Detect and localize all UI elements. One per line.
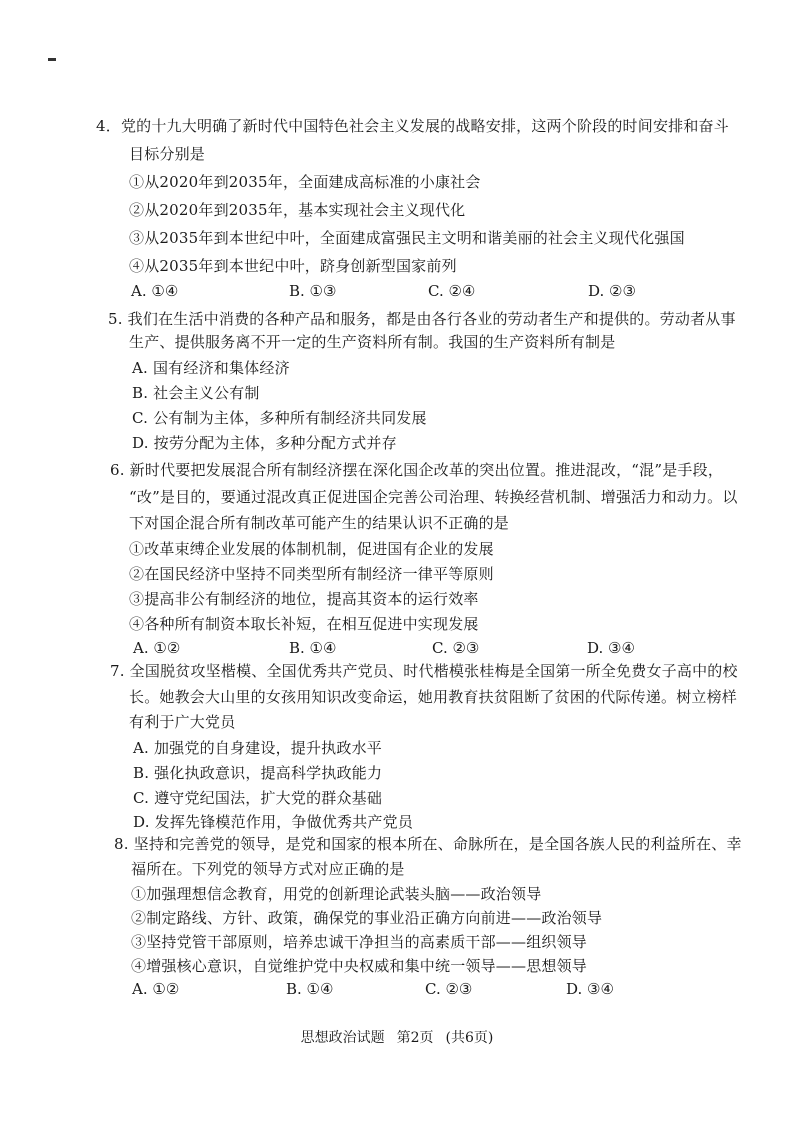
- question-4-stem-line-2: 目标分别是: [129, 145, 206, 163]
- question-7-stem-line-2: 长。她教会大山里的女孩用知识改变命运，她用教育扶贫阻断了贫困的代际传递。树立榜样: [129, 688, 738, 706]
- question-4-item-1: ①从2020年到2035年，全面建成高标准的小康社会: [129, 173, 481, 191]
- question-5-stem-line-2: 生产、提供服务离不开一定的生产资料所有制。我国的生产资料所有制是: [129, 333, 616, 351]
- option-c: C. ②③: [432, 639, 480, 657]
- option-d: D. ②③: [588, 282, 636, 300]
- question-7-option-a: A. 加强党的自身建设，提升执政水平: [133, 739, 382, 757]
- question-5-option-a: A. 国有经济和集体经济: [132, 359, 290, 377]
- page-footer: [0, 1028, 794, 1048]
- question-7-option-b: B. 强化执政意识，提高科学执政能力: [133, 764, 383, 782]
- option-d: D. ③④: [587, 639, 635, 657]
- question-5-option-d: D. 按劳分配为主体，多种分配方式并存: [132, 434, 397, 452]
- option-b: B. ①④: [289, 639, 337, 657]
- question-4-stem-line-1: 4．党的十九大明确了新时代中国特色社会主义发展的战略安排，这两个阶段的时间安排和奋斗: [96, 117, 729, 135]
- footer-page-number: 第2页: [396, 1030, 434, 1046]
- scan-corner-mark: [48, 58, 56, 61]
- question-8-item-3: ③坚持党管干部原则，培养忠诚干净担当的高素质干部——组织领导: [131, 933, 588, 951]
- question-6-item-3: ③提高非公有制经济的地位，提高其资本的运行效率: [129, 590, 479, 608]
- option-a: A. ①②: [133, 639, 181, 657]
- question-5-option-b: B. 社会主义公有制: [132, 384, 260, 402]
- question-8-item-4: ④增强核心意识，自觉维护党中央权威和集中统一领导——思想领导: [131, 957, 588, 975]
- option-b: B. ①③: [289, 282, 337, 300]
- question-6-item-2: ②在国民经济中坚持不同类型所有制经济一律平等原则: [129, 565, 494, 583]
- option-d: D. ③④: [566, 980, 614, 998]
- question-7-stem-line-3: 有利于广大党员: [129, 713, 236, 731]
- question-7-option-c: C. 遵守党纪国法，扩大党的群众基础: [133, 789, 383, 807]
- question-8-stem-line-1: 8. 坚持和完善党的领导，是党和国家的根本所在、命脉所在，是全国各族人民的利益所在、幸: [114, 835, 742, 853]
- question-4-item-3: ③从2035年到本世纪中叶，全面建成富强民主文明和谐美丽的社会主义现代化强国: [129, 229, 685, 247]
- question-7-stem-line-1: 7. 全国脱贫攻坚楷模、全国优秀共产党员、时代楷模张桂梅是全国第一所全免费女子高中的校: [110, 662, 738, 680]
- question-6-stem-line-2: “改”是目的，要通过混改真正促进国企完善公司治理、转换经营机制、增强活力和动力。以: [129, 488, 738, 506]
- question-6-item-4: ④各种所有制资本取长补短，在相互促进中实现发展: [129, 615, 479, 633]
- question-6-stem-line-3: 下对国企混合所有制改革可能产生的结果认识不正确的是: [129, 514, 510, 532]
- option-a: A. ①②: [132, 980, 180, 998]
- question-5-stem-line-1: 5. 我们在生活中消费的各种产品和服务，都是由各行各业的劳动者生产和提供的。劳动者从事: [108, 310, 736, 328]
- question-7-option-d: D. 发挥先锋模范作用，争做优秀共产党员: [133, 813, 414, 831]
- question-4-item-2: ②从2020年到2035年，基本实现社会主义现代化: [129, 201, 466, 219]
- question-4-item-4: ④从2035年到本世纪中叶，跻身创新型国家前列: [129, 257, 457, 275]
- question-5-option-c: C. 公有制为主体，多种所有制经济共同发展: [132, 409, 427, 427]
- option-a: A. ①④: [131, 282, 179, 300]
- option-c: C. ②④: [428, 282, 476, 300]
- footer-subject: 思想政治试题: [300, 1030, 385, 1046]
- option-c: C. ②③: [425, 980, 473, 998]
- question-8-item-1: ①加强理想信念教育，用党的创新理论武装头脑——政治领导: [131, 885, 542, 903]
- question-6-item-1: ①改革束缚企业发展的体制机制，促进国有企业的发展: [129, 540, 494, 558]
- question-8-item-2: ②制定路线、方针、政策，确保党的事业沿正确方向前进——政治领导: [131, 909, 603, 927]
- footer-total-pages: (共6页): [445, 1030, 494, 1046]
- question-8-stem-line-2: 福所在。下列党的领导方式对应正确的是: [131, 860, 405, 878]
- option-b: B. ①④: [286, 980, 334, 998]
- question-6-stem-line-1: 6. 新时代要把发展混合所有制经济摆在深化国企改革的突出位置。推进混改，“混”是手段，: [110, 461, 724, 479]
